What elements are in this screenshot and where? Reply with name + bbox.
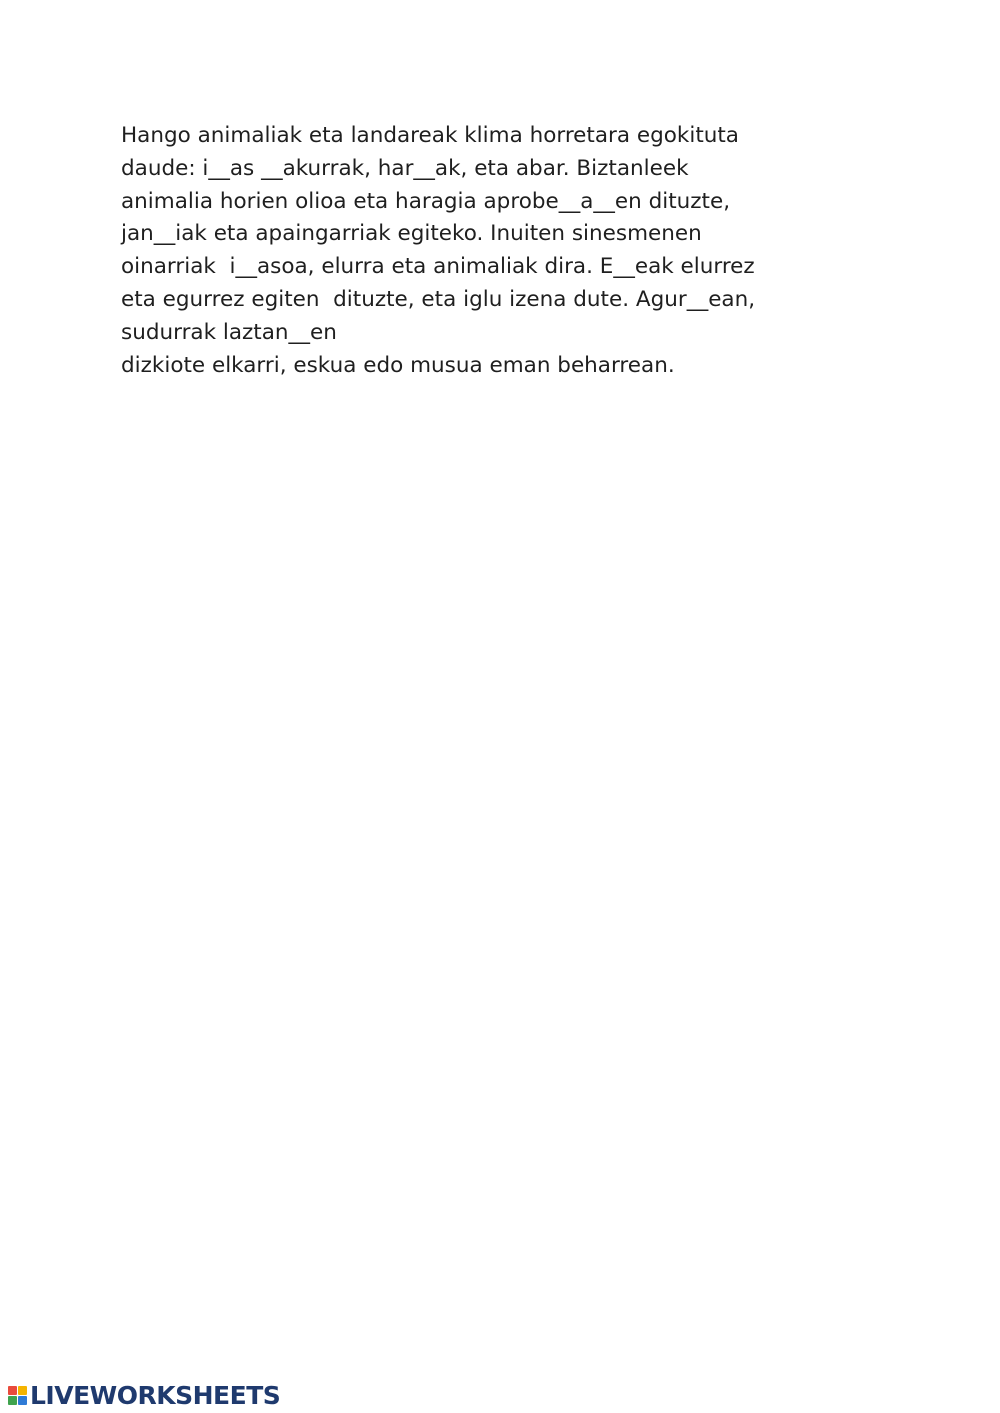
text-line-5: oinarriak i__asoa, elurra eta animaliak dira. E__eak elurrez: [121, 254, 755, 280]
footer-logo[interactable]: [8, 1380, 280, 1410]
text-line-6: eta egurrez egiten dituzte, eta iglu izena dute. Agur__ean,: [121, 286, 756, 312]
logo-square-blue: [18, 1396, 27, 1405]
worksheet-text: [121, 120, 861, 382]
text-line-8: dizkiote elkarri, eskua edo musua eman beharrean.: [121, 352, 675, 378]
text-line-7: sudurrak laztan__en: [121, 319, 337, 345]
brand-name: LIVEWORKSHEETS: [30, 1380, 281, 1410]
text-line-2: daude: i__as __akurrak, har__ak, eta abar. Biztanleek: [121, 155, 689, 181]
logo-square-green: [8, 1396, 17, 1405]
text-line-4: jan__iak eta apaingarriak egiteko. Inuiten sinesmenen: [121, 221, 702, 247]
text-line-3: animalia horien olioa eta haragia aprobe__a__en dituzte,: [121, 188, 731, 214]
text-line-1: Hango animaliak eta landareak klima horretara egokituta: [121, 123, 739, 148]
logo-square-red: [8, 1386, 17, 1395]
liveworksheets-logo-icon: [8, 1386, 27, 1405]
logo-square-yellow: [18, 1386, 27, 1395]
